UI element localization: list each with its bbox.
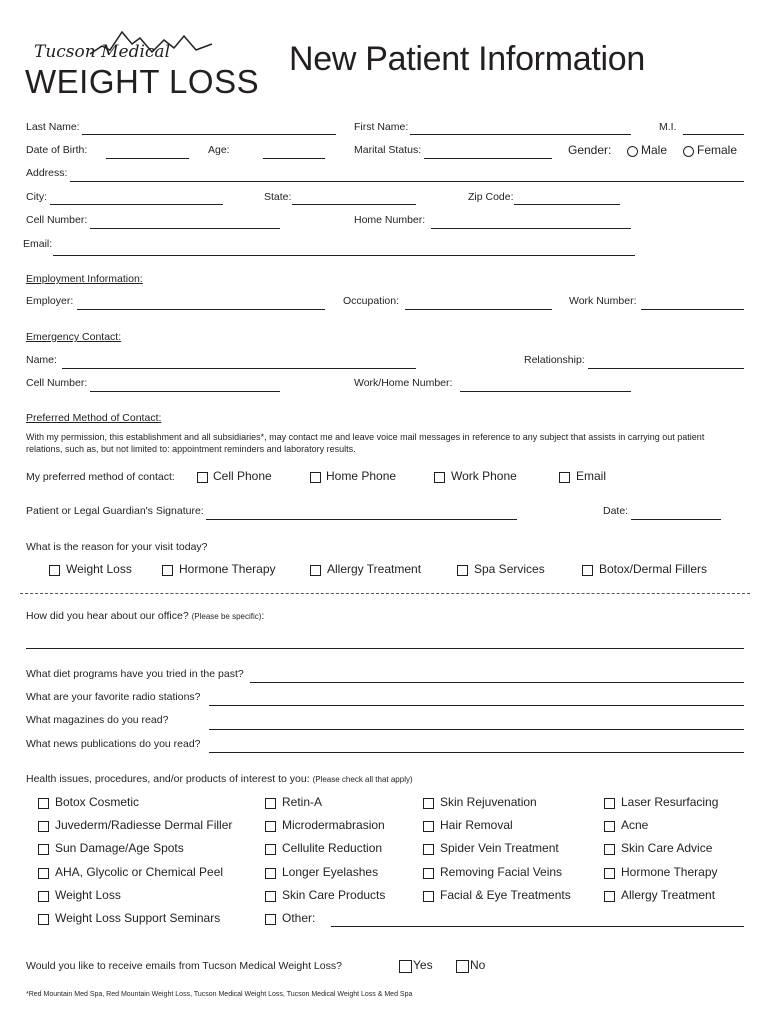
interest-checkbox[interactable]: [265, 891, 276, 902]
interest-checkbox[interactable]: [38, 821, 49, 832]
gender-female-radio[interactable]: [683, 146, 694, 157]
gender-label: Gender:: [568, 143, 612, 157]
gender-male-label: Male: [641, 143, 668, 157]
interest-label: Hormone Therapy: [621, 865, 718, 879]
reason-botox-label: Botox/Dermal Fillers: [599, 562, 708, 576]
radio-field[interactable]: [209, 705, 744, 706]
contact-email-label: Email: [576, 469, 607, 483]
interest-label: Retin-A: [282, 795, 323, 809]
reason-spa-label: Spa Services: [474, 562, 545, 576]
interest-checkbox[interactable]: [604, 821, 615, 832]
contact-cell-checkbox[interactable]: [197, 472, 208, 483]
reason-weight-loss-checkbox[interactable]: [49, 565, 60, 576]
city-field[interactable]: [50, 204, 223, 205]
interest-checkbox[interactable]: [604, 891, 615, 902]
work-number-label: Work Number:: [569, 295, 637, 307]
occupation-label: Occupation:: [343, 295, 400, 307]
home-number-field[interactable]: [431, 228, 631, 229]
emails-yes-label: Yes: [413, 958, 433, 972]
preferred-contact-label: My preferred method of contact:: [26, 471, 175, 483]
interest-label: Skin Rejuvenation: [440, 795, 537, 809]
interest-other-label: Other:: [282, 911, 316, 925]
state-label: State:: [264, 191, 292, 203]
interest-checkbox[interactable]: [604, 798, 615, 809]
interest-checkbox[interactable]: [423, 821, 434, 832]
cell-number-label: Cell Number:: [26, 214, 88, 226]
interest-label: Skin Care Advice: [621, 841, 713, 855]
emergency-cell-label: Cell Number:: [26, 377, 88, 389]
contact-work-checkbox[interactable]: [434, 472, 445, 483]
reason-allergy-label: Allergy Treatment: [327, 562, 422, 576]
interest-label: Allergy Treatment: [621, 888, 716, 902]
contact-cell-label: Cell Phone: [213, 469, 272, 483]
contact-home-checkbox[interactable]: [310, 472, 321, 483]
interest-checkbox[interactable]: [423, 798, 434, 809]
mi-field[interactable]: [683, 134, 744, 135]
contact-heading: Preferred Method of Contact:: [26, 412, 162, 424]
relationship-field[interactable]: [588, 368, 744, 369]
interest-label: Laser Resurfacing: [621, 795, 719, 809]
logo-main: WEIGHT LOSS: [25, 63, 260, 100]
employment-heading: Employment Information:: [26, 273, 143, 285]
interest-label: AHA, Glycolic or Chemical Peel: [55, 865, 224, 879]
interest-other-field[interactable]: [331, 926, 744, 927]
date-label: Date:: [603, 505, 629, 517]
divider: [20, 593, 750, 594]
contact-work-label: Work Phone: [451, 469, 517, 483]
emails-question: Would you like to receive emails from Tucson Medical Weight Loss?: [26, 960, 342, 972]
work-home-field[interactable]: [460, 391, 631, 392]
page-title: New Patient Information: [289, 40, 645, 78]
first-name-field[interactable]: [410, 134, 631, 135]
gender-male-radio[interactable]: [627, 146, 638, 157]
news-question: What news publications do you read?: [26, 738, 201, 750]
home-number-label: Home Number:: [354, 214, 426, 226]
interest-label: Cellulite Reduction: [282, 841, 383, 855]
emails-yes-checkbox[interactable]: [399, 960, 412, 973]
gender-female-label: Female: [697, 143, 738, 157]
emergency-name-field[interactable]: [62, 368, 416, 369]
email-field[interactable]: [53, 255, 635, 256]
interest-checkbox[interactable]: [265, 798, 276, 809]
email-label: Email:: [23, 238, 53, 250]
interest-checkbox[interactable]: [604, 868, 615, 879]
interest-label: Sun Damage/Age Spots: [55, 841, 184, 855]
reason-question: What is the reason for your visit today?: [26, 541, 208, 553]
hear-question: How did you hear about our office? (Please be specific):: [26, 610, 265, 622]
emergency-heading: Emergency Contact:: [26, 331, 122, 343]
cell-number-field[interactable]: [90, 228, 280, 229]
first-name-label: First Name:: [354, 121, 409, 133]
reason-hormone-checkbox[interactable]: [162, 565, 173, 576]
radio-question: What are your favorite radio stations?: [26, 691, 201, 703]
interest-checkbox[interactable]: [38, 798, 49, 809]
diet-question: What diet programs have you tried in the past?: [26, 668, 244, 680]
marital-status-label: Marital Status:: [354, 144, 422, 156]
emergency-cell-field[interactable]: [90, 391, 280, 392]
dob-field[interactable]: [106, 158, 189, 159]
zip-field[interactable]: [514, 204, 620, 205]
contact-email-checkbox[interactable]: [559, 472, 570, 483]
interest-label: Hair Removal: [440, 818, 513, 832]
interest-label: Botox Cosmetic: [55, 795, 140, 809]
contact-home-label: Home Phone: [326, 469, 397, 483]
interest-label: Spider Vein Treatment: [440, 841, 559, 855]
interest-checkbox[interactable]: [38, 844, 49, 855]
signature-label: Patient or Legal Guardian's Signature:: [26, 505, 204, 517]
address-field[interactable]: [70, 181, 744, 182]
date-field[interactable]: [631, 519, 721, 520]
interest-label: Facial & Eye Treatments: [440, 888, 571, 902]
zip-label: Zip Code:: [468, 191, 514, 203]
interest-checkbox[interactable]: [423, 891, 434, 902]
interest-label: Weight Loss Support Seminars: [55, 911, 221, 925]
footnote: *Red Mountain Med Spa, Red Mountain Weight Loss, Tucson Medical Weight Loss, Tucson Medical Weight Loss & Med Spa: [26, 991, 413, 998]
last-name-field[interactable]: [82, 134, 336, 135]
state-field[interactable]: [292, 204, 416, 205]
signature-field[interactable]: [206, 519, 517, 520]
reason-hormone-label: Hormone Therapy: [179, 562, 276, 576]
reason-spa-checkbox[interactable]: [457, 565, 468, 576]
interest-checkbox[interactable]: [423, 868, 434, 879]
interest-checkbox[interactable]: [265, 868, 276, 879]
diet-field[interactable]: [250, 682, 744, 683]
interest-label: Juvederm/Radiesse Dermal Filler: [55, 818, 233, 832]
dob-label: Date of Birth:: [26, 144, 88, 156]
work-home-label: Work/Home Number:: [354, 377, 453, 389]
emergency-name-label: Name:: [26, 354, 57, 366]
interest-checkbox[interactable]: [265, 844, 276, 855]
news-field[interactable]: [209, 752, 744, 753]
permission-text-1: With my permission, this establishment and all subsidiaries*, may contact me and leave voice mail messages in reference to any subject that assists in carrying out patient: [26, 432, 705, 442]
interest-label: Weight Loss: [55, 888, 121, 902]
employer-label: Employer:: [26, 295, 74, 307]
logo-script: Tucson Medical: [34, 42, 170, 62]
age-label: Age:: [208, 144, 230, 156]
reason-weight-loss-label: Weight Loss: [66, 562, 132, 576]
interest-checkbox[interactable]: [38, 868, 49, 879]
occupation-field[interactable]: [405, 309, 552, 310]
interest-checkbox[interactable]: [604, 844, 615, 855]
city-label: City:: [26, 191, 47, 203]
permission-text-2: relations, such as, but not limited to: appointment reminders and laboratory results.: [26, 444, 356, 454]
interest-label: Longer Eyelashes: [282, 865, 379, 879]
address-label: Address:: [26, 167, 68, 179]
interest-label: Microdermabrasion: [282, 818, 385, 832]
mi-label: M.I.: [659, 121, 677, 133]
hear-field[interactable]: [26, 648, 744, 649]
reason-allergy-checkbox[interactable]: [310, 565, 321, 576]
interests-question: Health issues, procedures, and/or products of interest to you: (Please check all that apply): [26, 773, 413, 785]
employer-field[interactable]: [77, 309, 325, 310]
interest-other-checkbox[interactable]: [265, 914, 276, 925]
magazines-field[interactable]: [209, 729, 744, 730]
interest-checkbox[interactable]: [38, 891, 49, 902]
interest-checkbox[interactable]: [265, 821, 276, 832]
last-name-label: Last Name:: [26, 121, 80, 133]
reason-botox-checkbox[interactable]: [582, 565, 593, 576]
marital-status-field[interactable]: [424, 158, 552, 159]
interest-label: Skin Care Products: [282, 888, 386, 902]
interest-label: Acne: [621, 818, 649, 832]
emails-no-checkbox[interactable]: [456, 960, 469, 973]
work-number-field[interactable]: [641, 309, 744, 310]
magazines-question: What magazines do you read?: [26, 714, 169, 726]
relationship-label: Relationship:: [524, 354, 585, 366]
age-field[interactable]: [263, 158, 325, 159]
interest-label: Removing Facial Veins: [440, 865, 563, 879]
interest-checkbox[interactable]: [38, 914, 49, 925]
emails-no-label: No: [470, 958, 486, 972]
interest-checkbox[interactable]: [423, 844, 434, 855]
